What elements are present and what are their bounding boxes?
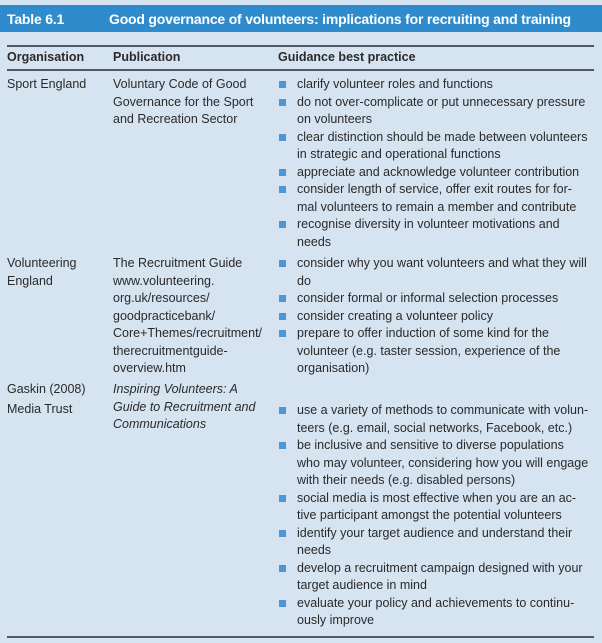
guidance-text: social media is most effective when you are an ac- bbox=[297, 490, 577, 505]
publication-url-line: overview.htm bbox=[113, 361, 186, 375]
organisation-name: Gaskin (2008) bbox=[7, 382, 86, 396]
guidance-text: do not over-complicate or put unnecessary pressure bbox=[297, 94, 586, 109]
guidance-text: who may volunteer, considering how you will engage bbox=[297, 455, 589, 470]
guidance-item bbox=[279, 129, 594, 164]
guidance-item bbox=[279, 560, 594, 595]
table-title-bar bbox=[0, 5, 602, 32]
guidance-text: consider why you want volunteers and what they will bbox=[297, 256, 587, 270]
bullet-square-icon bbox=[279, 295, 286, 302]
table-bottom-rule bbox=[7, 636, 594, 638]
guidance-item bbox=[279, 525, 594, 560]
guidance-text: needs bbox=[297, 234, 332, 249]
publication-line: The Recruitment Guide bbox=[113, 256, 243, 270]
guidance-text: clear distinction should be made between volunteers bbox=[297, 129, 588, 144]
guidance-text: develop a recruitment campaign designed with your bbox=[297, 560, 583, 575]
publication-line: Guide to Recruitment and bbox=[113, 399, 256, 414]
bullet-square-icon bbox=[279, 565, 286, 572]
bullet-square-icon bbox=[279, 330, 286, 337]
guidance-text: evaluate your policy and achievements to continu- bbox=[297, 595, 575, 610]
guidance-item bbox=[279, 216, 594, 251]
guidance-item bbox=[279, 76, 594, 94]
guidance-list bbox=[279, 76, 594, 251]
organisation-cell bbox=[7, 255, 107, 290]
bullet-square-icon bbox=[279, 260, 286, 267]
guidance-text: use a variety of methods to communicate with volun- bbox=[297, 403, 589, 417]
guidance-text: ously improve bbox=[297, 613, 375, 627]
organisation-cell bbox=[7, 76, 107, 94]
bullet-square-icon bbox=[279, 495, 286, 502]
bullet-square-icon bbox=[279, 99, 286, 106]
guidance-item bbox=[279, 164, 594, 182]
bullet-square-icon bbox=[279, 186, 286, 193]
publication-line: Inspiring Volunteers: A bbox=[113, 382, 238, 396]
bullet-square-icon bbox=[279, 442, 286, 449]
guidance-cell bbox=[279, 402, 594, 630]
bullet-square-icon bbox=[279, 313, 286, 320]
table-number: Table 6.1 bbox=[7, 10, 65, 27]
column-header-organisation: Organisation bbox=[7, 50, 85, 64]
bullet-square-icon bbox=[279, 407, 286, 414]
publication-cell bbox=[113, 381, 275, 434]
guidance-text: consider formal or informal selection processes bbox=[297, 291, 559, 305]
guidance-text: volunteer (e.g. taster session, experience of the bbox=[297, 343, 561, 358]
guidance-text: teers (e.g. email, social networks, Facebook, etc.) bbox=[297, 420, 573, 435]
publication-cell bbox=[113, 255, 275, 378]
guidance-cell bbox=[279, 255, 594, 378]
guidance-item bbox=[279, 94, 594, 129]
guidance-item bbox=[279, 255, 594, 290]
guidance-text: needs bbox=[297, 543, 332, 557]
header-top-rule bbox=[7, 45, 594, 47]
organisation-cell bbox=[7, 381, 107, 418]
guidance-text: on volunteers bbox=[297, 112, 373, 126]
guidance-item bbox=[279, 325, 594, 378]
organisation-name: Media Trust bbox=[7, 401, 73, 416]
table-title: Good governance of volunteers: implications for recruiting and training bbox=[109, 10, 571, 27]
bullet-square-icon bbox=[279, 221, 286, 228]
guidance-text: tive participant amongst the potential volunteers bbox=[297, 508, 562, 522]
guidance-item bbox=[279, 437, 594, 490]
bullet-square-icon bbox=[279, 81, 286, 88]
guidance-list bbox=[279, 402, 594, 630]
column-header-guidance: Guidance best practice bbox=[278, 50, 416, 64]
publication-line: Voluntary Code of Good bbox=[113, 77, 247, 91]
guidance-text: consider length of service, offer exit routes for for- bbox=[297, 182, 572, 196]
bullet-square-icon bbox=[279, 600, 286, 607]
organisation-name: Sport England bbox=[7, 77, 87, 91]
publication-cell bbox=[113, 76, 275, 129]
bullet-square-icon bbox=[279, 530, 286, 537]
bullet-square-icon bbox=[279, 134, 286, 141]
header-bottom-rule bbox=[7, 69, 594, 71]
guidance-list bbox=[279, 255, 594, 378]
guidance-text: consider creating a volunteer policy bbox=[297, 308, 493, 323]
guidance-item bbox=[279, 290, 594, 308]
guidance-item bbox=[279, 308, 594, 326]
publication-url-line: www.volunteering. bbox=[113, 273, 215, 288]
publication-url-line: therecruitmentguide- bbox=[113, 343, 228, 358]
guidance-item bbox=[279, 490, 594, 525]
organisation-name: England bbox=[7, 273, 53, 288]
guidance-item bbox=[279, 402, 594, 437]
guidance-text: recognise diversity in volunteer motivations and bbox=[297, 217, 560, 231]
guidance-text: do bbox=[297, 273, 311, 288]
guidance-text: target audience in mind bbox=[297, 578, 427, 592]
guidance-text: be inclusive and sensitive to diverse populations bbox=[297, 438, 564, 452]
publication-line: Communications bbox=[113, 417, 207, 431]
guidance-item bbox=[279, 181, 594, 216]
publication-line: Governance for the Sport bbox=[113, 94, 254, 109]
bullet-square-icon bbox=[279, 169, 286, 176]
publication-line: and Recreation Sector bbox=[113, 112, 238, 126]
column-header-publication: Publication bbox=[113, 50, 181, 64]
guidance-cell bbox=[279, 76, 594, 251]
publication-url-line: org.uk/resources/ bbox=[113, 291, 210, 305]
guidance-text: with their needs (e.g. disabled persons) bbox=[297, 473, 516, 487]
guidance-text: in strategic and operational functions bbox=[297, 147, 501, 161]
guidance-text: prepare to offer induction of some kind for the bbox=[297, 326, 550, 340]
guidance-text: organisation) bbox=[297, 361, 370, 375]
publication-url-line: goodpracticebank/ bbox=[113, 308, 216, 323]
guidance-item bbox=[279, 595, 594, 630]
guidance-text: appreciate and acknowledge volunteer contribution bbox=[297, 164, 580, 179]
guidance-text: clarify volunteer roles and functions bbox=[297, 77, 493, 91]
publication-url-line: Core+Themes/recruitment/ bbox=[113, 326, 263, 340]
guidance-text: identify your target audience and understand their bbox=[297, 525, 573, 540]
organisation-name: Volunteering bbox=[7, 256, 77, 270]
guidance-text: mal volunteers to remain a member and contribute bbox=[297, 199, 577, 214]
